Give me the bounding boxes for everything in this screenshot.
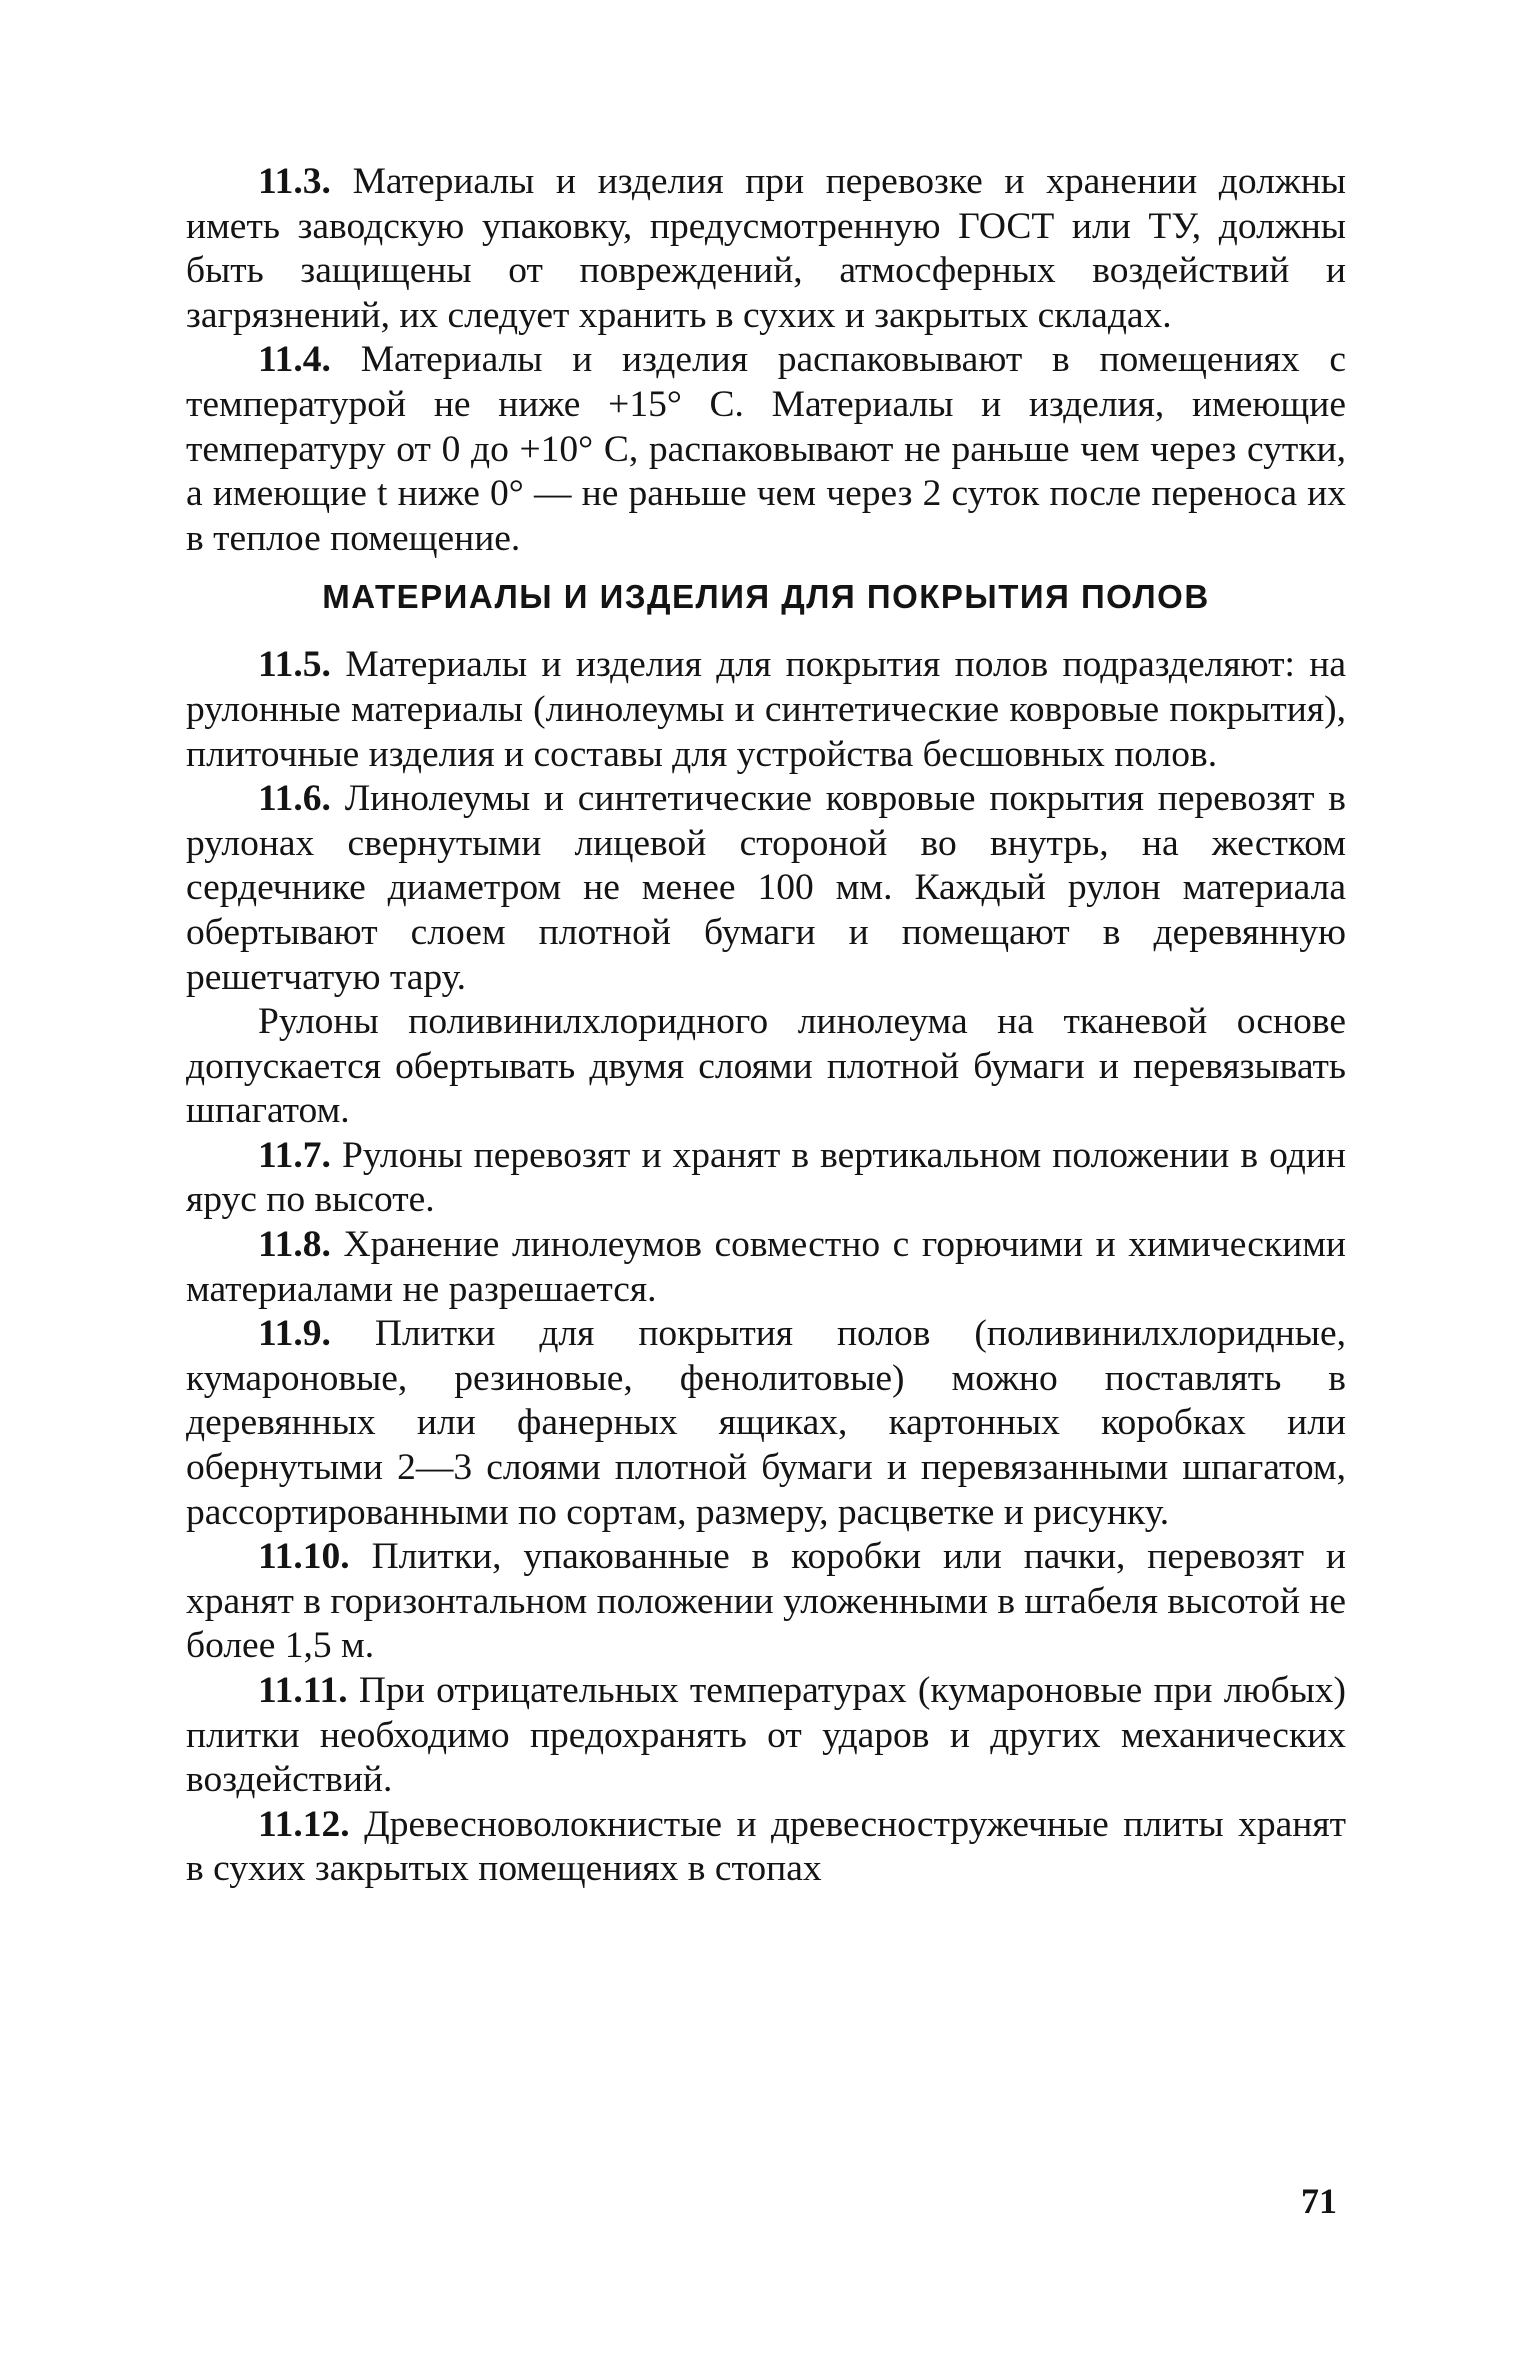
paragraph-text: Рулоны перевозят и хранят в вертикальном положении в один ярус по высоте. [186,1134,1347,1221]
paragraph-11-11 [186,1669,1346,1803]
paragraph-11-5 [186,643,1346,777]
paragraph-text: Рулоны поливинилхлоридного линолеума на тканевой основе допускается обертывать двумя слоями плотной бумаги и перевязывать шпагатом. [186,1001,1346,1132]
paragraph-11-6 [186,777,1346,1000]
paragraph-text: Плитки, упакованные в коробки или пачки, перевозят и хранят в горизонтальном положении уложенными в штабеля высотой не более 1,5 м. [186,1536,1346,1667]
paragraph-text: Древесноволокнистые и древесностружечные плиты хранят в сухих закрытых помещениях в стопах [186,1803,1346,1890]
paragraph-text: Материалы и изделия для покрытия полов подразделяют: на рулонные материалы (линолеумы и синтетические ковровые покрытия), плиточные изделия и составы для устройства бесшовных полов. [186,644,1346,775]
paragraph-11-4 [186,338,1346,561]
paragraph-11-7 [186,1134,1346,1223]
paragraph-text: Линолеумы и синтетические ковровые покрытия перевозят в рулонах свернутыми лицевой стороной во внутрь, на жестком сердечнике диаметром не менее 100 мм. Каждый рулон материала обертывают слоем плотной бумаги и помещают в деревянную решетчатую тару. [186,778,1347,998]
paragraph-number: 11.6. [258,778,331,820]
paragraph-text: Хранение линолеумов совместно с горючими и химическими материалами не разрешается. [186,1224,1347,1310]
paragraph-11-10 [186,1535,1346,1669]
paragraph-11-6-continued [186,1000,1346,1134]
paragraph-number: 11.4. [258,339,331,381]
paragraph-number: 11.5. [258,644,331,686]
paragraph-11-8 [186,1223,1346,1312]
paragraph-number: 11.11. [258,1670,348,1711]
paragraph-number: 11.8. [258,1224,331,1266]
paragraph-text: Материалы и изделия распаковывают в помещениях с температурой не ниже +15° С. Материалы и изделия, имеющие температуру от 0 до +10° С, распаковывают не раньше чем через сутки, а имеющие t ниже 0° — не раньше чем через 2 суток после переноса их в теплое помещение. [186,339,1347,559]
paragraph-text: Плитки для покрытия полов (поливинилхлоридные, кумароновые, резиновые, фенолитовые) можно поставлять в деревянных или фанерных ящиках, картонных коробках или обернутыми 2—3 слоями плотной бумаги и перевязанными шпагатом, рассортированными по сортам, размеру, расцветке и рисунку. [186,1313,1346,1533]
paragraph-number: 11.7. [258,1134,331,1176]
paragraph-11-9 [186,1312,1346,1535]
paragraph-number: 11.10. [258,1536,350,1578]
paragraph-text: При отрицательных температурах (кумароновые при любых) плитки необходимо предохранять от ударов и других механических воздействий. [186,1670,1347,1801]
paragraph-11-3 [186,160,1346,338]
section-heading: МАТЕРИАЛЫ И ИЗДЕЛИЯ ДЛЯ ПОКРЫТИЯ ПОЛОВ [322,578,1210,616]
page-number: 71 [1301,2181,1337,2221]
paragraph-11-12 [186,1803,1346,1892]
paragraph-number: 11.9. [258,1313,331,1355]
page-content [186,160,1346,1892]
paragraph-text: Материалы и изделия при перевозке и хранении должны иметь заводскую упаковку, предусмотренную ГОСТ или ТУ, должны быть защищены от повреждений, атмосферных воздействий и загрязнений, их следует хранить в сухих и закрытых складах. [186,161,1346,336]
paragraph-number: 11.12. [258,1803,350,1845]
paragraph-number: 11.3. [258,161,331,202]
